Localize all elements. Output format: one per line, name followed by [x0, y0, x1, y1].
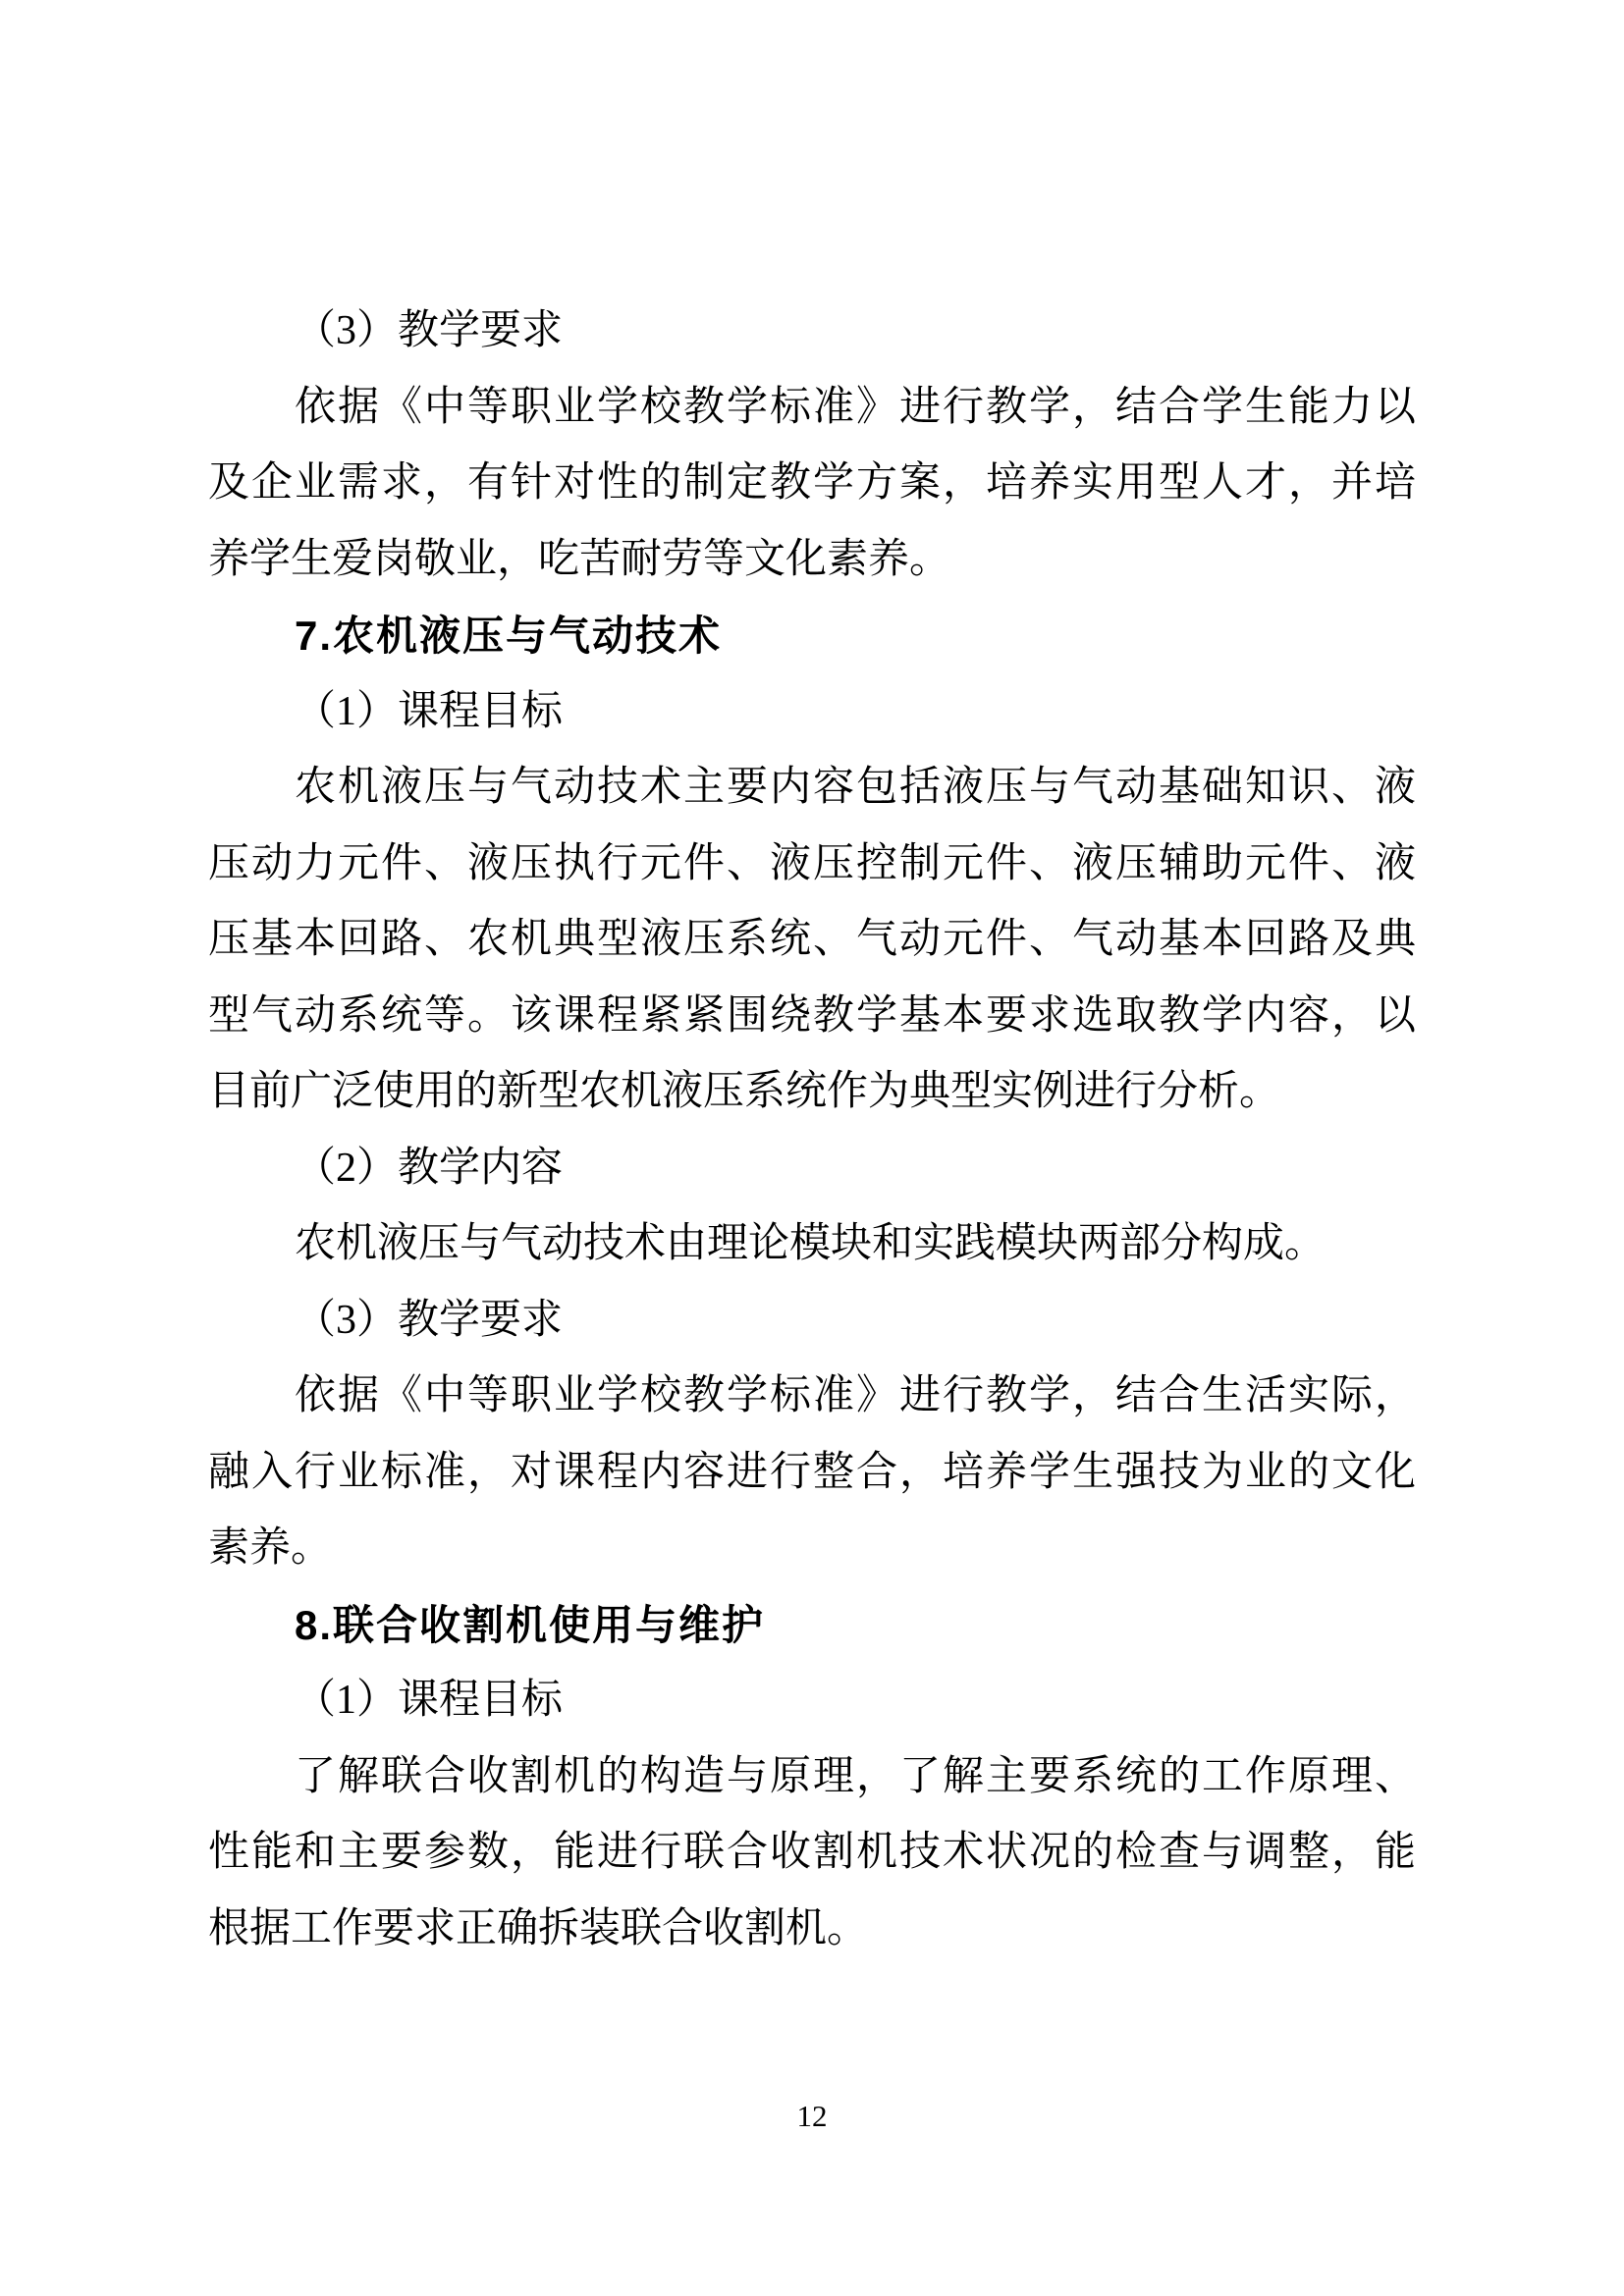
text-line: 型气动系统等。该课程紧紧围绕教学基本要求选取教学内容，以 [208, 992, 1416, 1039]
text-line: 性能和主要参数，能进行联合收割机技术状况的检查与调整，能 [208, 1830, 1416, 1875]
text-line: 农机液压与气动技术主要内容包括液压与气动基础知识、液 [295, 765, 1416, 810]
text-line: （3）教学要求 [295, 308, 564, 353]
text-line: （3）教学要求 [295, 1297, 564, 1343]
text-line: 依据《中等职业学校教学标准》进行教学，结合学生能力以 [295, 384, 1416, 430]
text-line: 了解联合收割机的构造与原理，了解主要系统的工作原理、 [295, 1753, 1416, 1799]
text-line: 农机液压与气动技术由理论模块和实践模块两部分构成。 [295, 1221, 1326, 1266]
text-line: （1）课程目标 [295, 1678, 564, 1723]
section-heading: 7.农机液压与气动技术 [295, 613, 723, 659]
text-line: 目前广泛使用的新型农机液压系统作为典型实例进行分析。 [208, 1069, 1281, 1114]
section-heading: 8.联合收割机使用与维护 [295, 1601, 766, 1648]
text-line: 养学生爱岗敬业，吃苦耐劳等文化素养。 [208, 536, 951, 582]
text-line: 及企业需求，有针对性的制定教学方案，培养实用型人才，并培 [208, 460, 1416, 506]
text-line: 压基本回路、农机典型液压系统、气动元件、气动基本回路及典 [208, 917, 1416, 962]
page-number: 12 [796, 2099, 828, 2133]
text-line: 压动力元件、液压执行元件、液压控制元件、液压辅助元件、液 [208, 840, 1416, 886]
text-line: 依据《中等职业学校教学标准》进行教学，结合生活实际， [295, 1373, 1416, 1418]
text-line: （2）教学内容 [295, 1145, 564, 1191]
text-line: （1）课程目标 [295, 688, 564, 734]
text-line: 融入行业标准，对课程内容进行整合，培养学生强技为业的文化 [208, 1449, 1416, 1495]
text-line: 根据工作要求正确拆装联合收割机。 [208, 1905, 869, 1951]
document-body [208, 294, 1416, 1967]
text-line: 素养。 [208, 1525, 333, 1571]
